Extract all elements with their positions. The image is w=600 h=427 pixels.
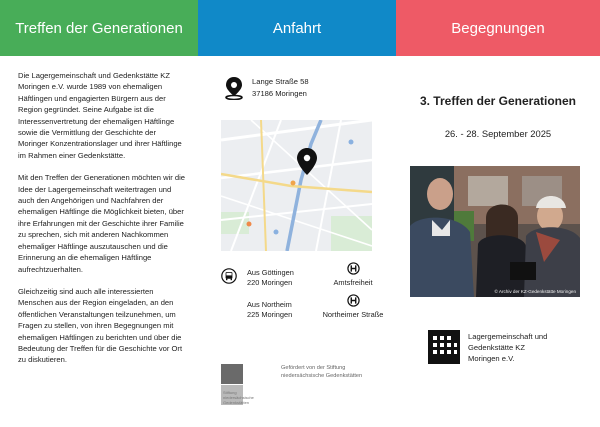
map-graphic bbox=[221, 120, 372, 251]
header-tab-begegnungen bbox=[396, 0, 600, 56]
route-from: Aus Northeim bbox=[247, 300, 292, 309]
location-map[interactable] bbox=[221, 120, 372, 251]
route-line: 220 Moringen bbox=[247, 278, 293, 287]
photo-graphic bbox=[410, 166, 580, 297]
bus-stop-label: Amtsfreiheit bbox=[333, 278, 373, 287]
header-tab-anfahrt bbox=[198, 0, 396, 56]
funding-text: Gefördert von der Stiftung niedersächsische Gedenkstätten bbox=[281, 365, 363, 379]
foundation-logo-text: Stiftung niedersächsische Gedenkstätten bbox=[223, 390, 254, 405]
photo-credit: © Archiv der KZ-Gedenkstätte Moringen bbox=[494, 289, 576, 294]
location-pin-icon bbox=[224, 76, 244, 100]
address-city: 37186 Moringen bbox=[252, 89, 307, 98]
header-tab-label: Anfahrt bbox=[272, 19, 322, 37]
intro-text bbox=[18, 70, 186, 377]
organisation-block bbox=[428, 330, 588, 364]
bus-stop-label: Northeimer Straße bbox=[322, 310, 384, 319]
bus-stop-icon bbox=[347, 294, 360, 307]
intro-paragraph: Mit den Treffen der Generationen möchten wir die Idee der Lagergemeinschaft weitertragen und auch den Angehörigen und Nachfahren der ehemaligen Häftlinge die Möglichkeit bieten, über ihre Erfahrungen mit der Geschichte ihrer Familie zu sprechen, sich mit anderen Nachkommen ehemaliger Häftlinge auszutauschen und die Erinnerung an die ehemaligen Häftlinge aufrechtzuerhalten. bbox=[18, 173, 186, 274]
bus-stop-icon bbox=[347, 262, 360, 275]
header-tab-treffen bbox=[0, 0, 198, 56]
event-date: 26. - 28. September 2025 bbox=[444, 128, 552, 139]
organisation-logo bbox=[428, 330, 460, 364]
route-goettingen bbox=[247, 268, 294, 288]
event-photo bbox=[410, 166, 580, 297]
funding-note bbox=[221, 364, 396, 408]
bus-stop-northeimer-strasse bbox=[317, 294, 389, 319]
address-text bbox=[252, 76, 309, 100]
address-block bbox=[224, 76, 309, 100]
route-line: 225 Moringen bbox=[247, 310, 293, 319]
bus-icon bbox=[221, 268, 237, 284]
intro-paragraph: Die Lagergemeinschaft und Gedenkstätte KZ Moringen e.V. wurde 1989 von ehemaligen Häftlingen und engagierten Bürgern aus der Region gegründet. Seine Aufgabe ist die Interessenvertretung der ehemaligen Häftlinge sowie die Vermittlung der Geschichte der Moringer Konzentrationslager und ihrer Häftlinge im Rahmen einer Gedenkstätte. bbox=[18, 71, 182, 160]
intro-paragraph: Gleichzeitig sind auch alle interessierten Menschen aus der Region eingeladen, an den öffentlichen Veranstaltungen teilzunehmen, um Fragen zu stellen, von ihren Begegnungen mit ehemaligen Häftlingen zu berichten und über die Bedeutung der Treffen für die Geschichte vor Ort zu diskutieren. bbox=[18, 286, 183, 365]
transport-info bbox=[221, 260, 384, 332]
organisation-name: Lagergemeinschaft und Gedenkstätte KZ Moringen e.V. bbox=[468, 331, 548, 363]
bus-stop-amtsfreiheit bbox=[325, 262, 381, 287]
address-street: Lange Straße 58 bbox=[252, 77, 309, 86]
route-northeim bbox=[247, 300, 292, 320]
event-title: 3. Treffen der Generationen bbox=[419, 94, 577, 108]
header-tab-label: Treffen der Generationen bbox=[15, 19, 183, 37]
route-from: Aus Göttingen bbox=[247, 268, 294, 277]
header-tab-label: Begegnungen bbox=[451, 19, 545, 37]
